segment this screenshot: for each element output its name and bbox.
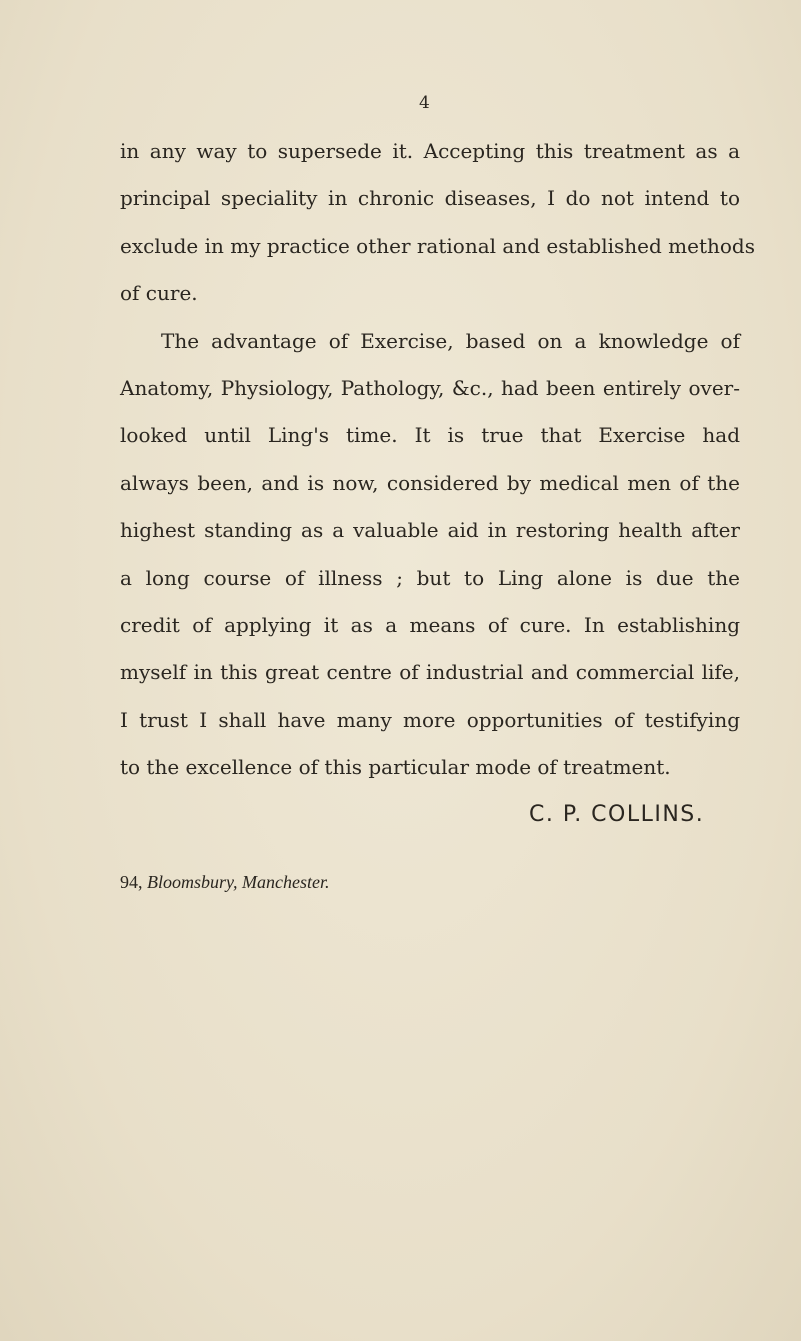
text-line: looked until Ling's time. It is true that Exercise had [120,423,740,448]
text-line: a long course of illness ; but to Ling alone is due the [120,565,740,590]
text-line: of cure. [120,281,198,306]
page-number: 4 [419,93,430,113]
text-line: principal speciality in chronic diseases, I do not intend to [120,186,740,211]
address-place: Bloomsbury, Manchester. [147,872,330,892]
signature: C. P. COLLINS. [529,802,705,827]
text-line: myself in this great centre of industrial and commercial life, [120,660,740,685]
text-line: I trust I shall have many more opportunities of testifying [120,707,740,732]
text-line: Anatomy, Physiology, Pathology, &c., had been entirely over- [120,376,740,401]
text-line: to the excellence of this particular mode of treatment. [120,755,671,780]
body-text [120,128,755,792]
text-line: in any way to supersede it. Accepting this treatment as a [120,139,740,163]
address-number: 94, [120,872,143,892]
text-line: highest standing as a valuable aid in restoring health after [120,518,740,543]
text-line: credit of applying it as a means of cure. In establishing [120,613,740,638]
text-line: exclude in my practice other rational and established methods [120,233,755,258]
address [120,871,329,893]
text-line: always been, and is now, considered by medical men of the [120,470,740,495]
text-line: The advantage of Exercise, based on a knowledge of [161,328,740,353]
